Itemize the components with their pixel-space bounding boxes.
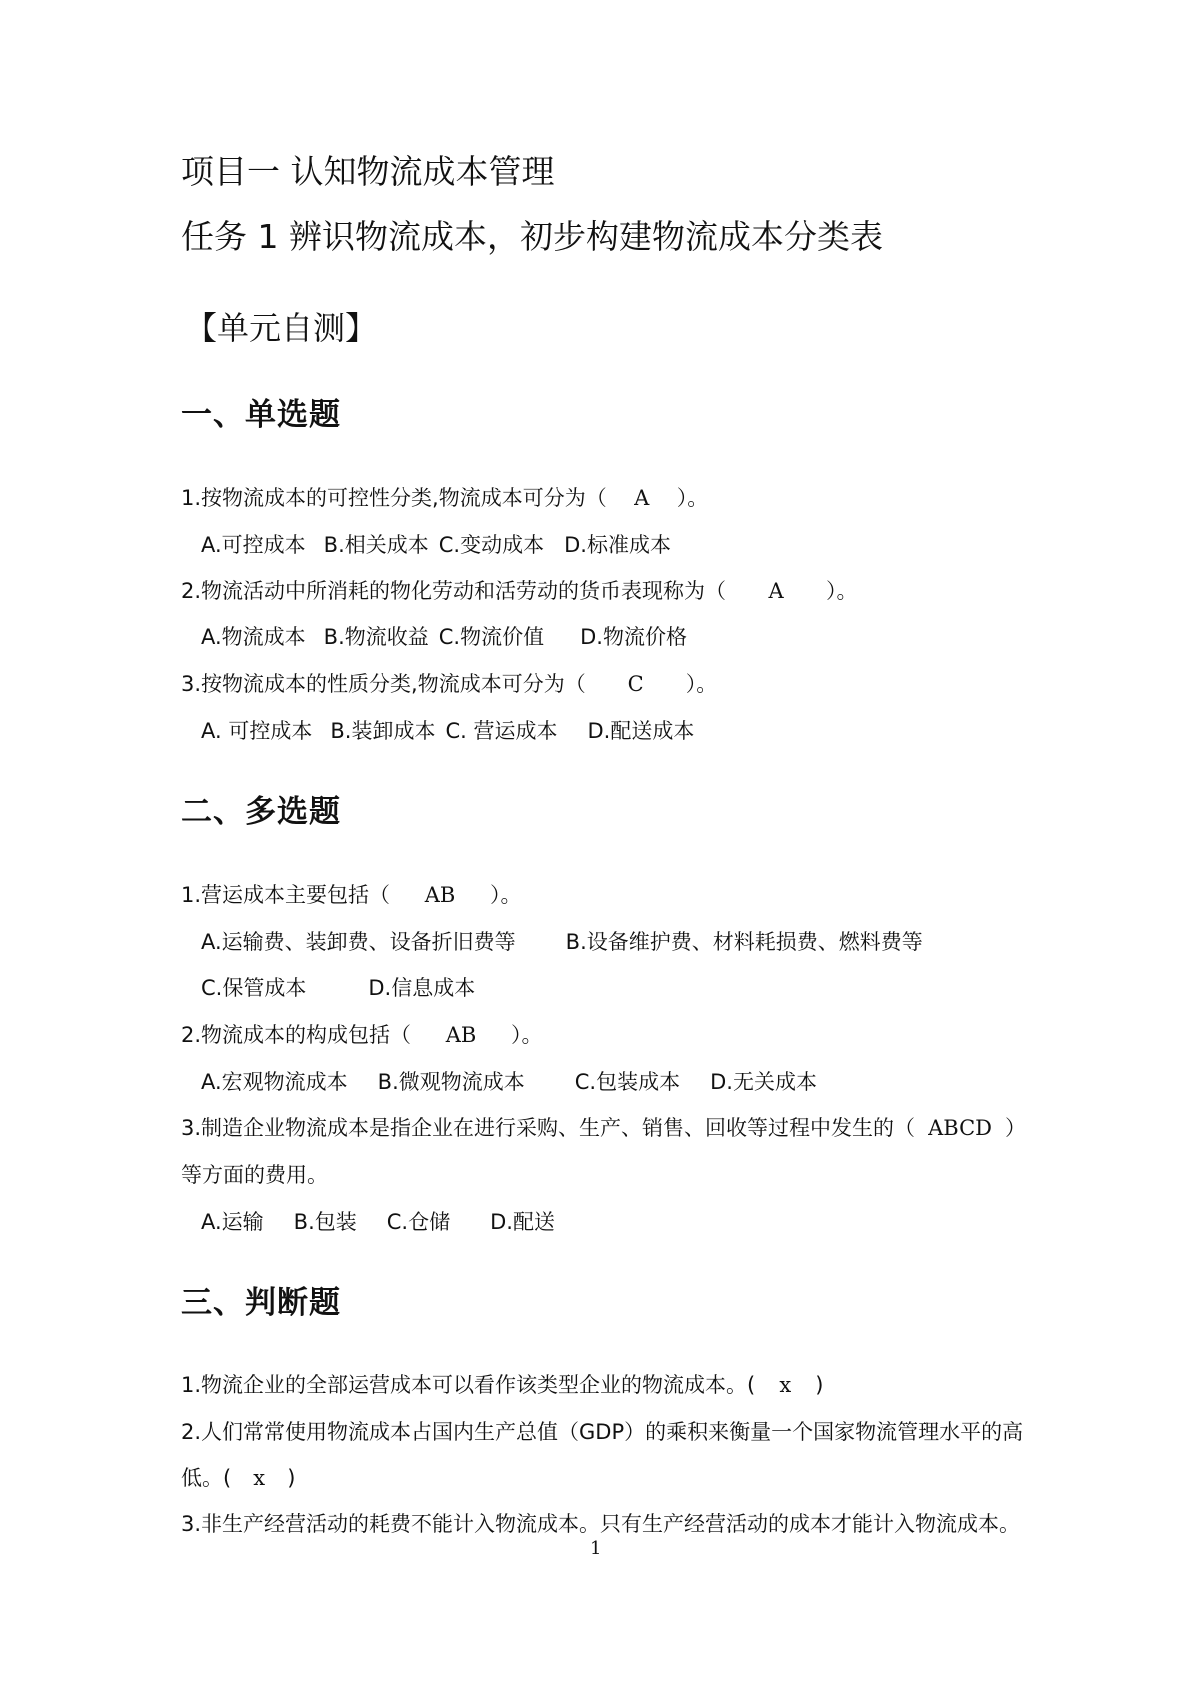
option: B.物流收益 (323, 625, 429, 649)
option: B.微观物流成本 (377, 1070, 525, 1094)
section-heading-single: 一、单选题 (181, 397, 341, 433)
answer: C (627, 672, 644, 696)
question-close: ）。 (685, 672, 718, 696)
question-text: 3.按物流成本的性质分类,物流成本可分为（ (181, 672, 586, 696)
question-judge-1 (181, 1370, 823, 1400)
option: C.变动成本 (438, 533, 545, 557)
section-heading-multi: 二、多选题 (181, 794, 341, 830)
question-close: ）。 (676, 486, 709, 510)
answer: A (768, 579, 784, 603)
question-judge-2-continuation (181, 1463, 295, 1493)
option: A.运输 (201, 1210, 264, 1234)
options-multi-3 (201, 1207, 555, 1237)
options-multi-1-line1 (201, 927, 923, 957)
option: B.设备维护费、材料耗损费、燃料费等 (565, 930, 923, 954)
option: D.配送 (490, 1210, 555, 1234)
question-text: 2.物流成本的构成包括（ (181, 1023, 412, 1047)
task-title: 任务 1 辨识物流成本，初步构建物流成本分类表 (181, 217, 883, 256)
options-single-3 (201, 716, 694, 746)
question-multi-3-continuation: 等方面的费用。 (181, 1163, 328, 1187)
question-judge-2: 2.人们常常使用物流成本占国内生产总值（GDP）的乘积来衡量一个国家物流管理水平的高 (181, 1420, 1024, 1444)
answer: x (253, 1466, 266, 1490)
question-close: ）。 (826, 579, 858, 603)
option: A.宏观物流成本 (201, 1070, 348, 1094)
options-single-2 (201, 622, 687, 652)
option: D.配送成本 (587, 719, 695, 743)
option: D.无关成本 (710, 1070, 817, 1094)
answer: x (779, 1373, 792, 1397)
unit-title: 【单元自测】 (185, 309, 378, 347)
option: C. 营运成本 (445, 719, 558, 743)
options-multi-2 (201, 1067, 817, 1097)
question-multi-1 (181, 880, 522, 910)
option: A.运输费、装卸费、设备折旧费等 (201, 930, 516, 954)
project-title: 项目一 认知物流成本管理 (181, 152, 555, 191)
answer: AB (445, 1023, 477, 1047)
question-text: 1.营运成本主要包括（ (181, 883, 391, 907)
question-single-3 (181, 669, 717, 699)
question-judge-3: 3.非生产经营活动的耗费不能计入物流成本。只有生产经营活动的成本才能计入物流成本。 (181, 1512, 1021, 1536)
option: C.包装成本 (574, 1070, 681, 1094)
option: B.相关成本 (323, 533, 429, 557)
option: A.物流成本 (201, 625, 306, 649)
page-number: 1 (590, 1538, 602, 1559)
option: B.装卸成本 (330, 719, 436, 743)
question-multi-3 (181, 1113, 1026, 1143)
options-multi-1-line2 (201, 973, 475, 1003)
question-text: 1.按物流成本的可控性分类,物流成本可分为（ (181, 486, 607, 510)
option: C.保管成本 (201, 976, 307, 1000)
option: C.物流价值 (438, 625, 545, 649)
option: C.仓储 (386, 1210, 451, 1234)
question-single-2 (181, 576, 858, 606)
options-single-1 (201, 530, 671, 560)
question-close: ）。 (511, 1023, 543, 1047)
question-close: ) (287, 1466, 296, 1490)
question-text: 低。( (181, 1466, 232, 1490)
option: D.物流价格 (580, 625, 687, 649)
question-single-1 (181, 483, 708, 513)
answer: A (634, 486, 650, 510)
option: D.信息成本 (368, 976, 476, 1000)
option: A.可控成本 (201, 533, 306, 557)
section-heading-judge: 三、判断题 (181, 1285, 341, 1321)
question-close: ） (1005, 1116, 1027, 1140)
question-close: ) (815, 1373, 824, 1397)
answer: ABCD (928, 1116, 992, 1140)
question-text: 1.物流企业的全部运营成本可以看作该类型企业的物流成本。( (181, 1373, 756, 1397)
question-close: ）。 (490, 883, 522, 907)
question-text: 3.制造企业物流成本是指企业在进行采购、生产、销售、回收等过程中发生的（ (181, 1116, 916, 1140)
answer: AB (424, 883, 456, 907)
question-text: 2.物流活动中所消耗的物化劳动和活劳动的货币表现称为（ (181, 579, 727, 603)
option: A. 可控成本 (201, 719, 313, 743)
option: B.包装 (293, 1210, 357, 1234)
question-multi-2 (181, 1020, 543, 1050)
option: D.标准成本 (564, 533, 671, 557)
